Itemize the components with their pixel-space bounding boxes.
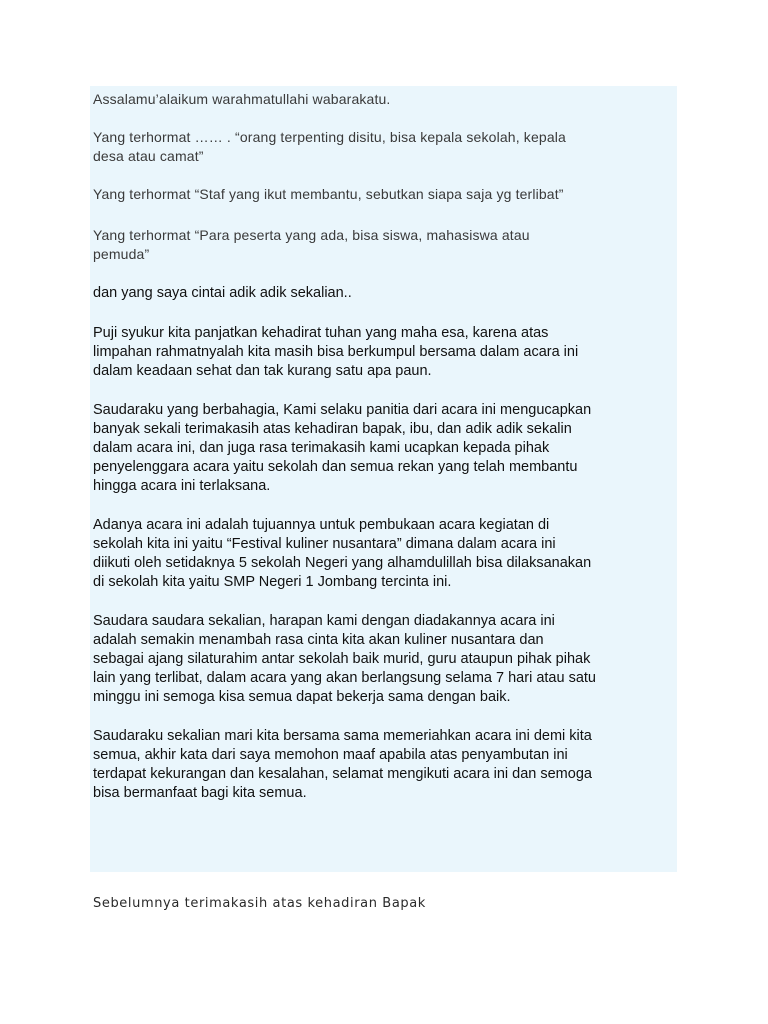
salutation-vip: Yang terhormat …… . “orang terpenting disitu, bisa kepala sekolah, kepala desa atau camat”: [93, 129, 566, 164]
salutation-participants: Yang terhormat “Para peserta yang ada, bisa siswa, mahasiswa atau pemuda”: [93, 227, 530, 262]
paragraph-hope: Saudara saudara sekalian, harapan kami dengan diadakannya acara ini adalah semakin menambah rasa cinta kita akan kuliner nusantara dan sebagai ajang silaturahim antar sekolah baik murid, guru ataupun pihak pihak lain yang terlibat, dalam acara yang akan berlangsung selama 7 hari atau satu minggu ini semoga kisa semua dapat bekerja sama dengan baik.: [93, 613, 596, 705]
salutation-students: dan yang saya cintai adik adik sekalian..: [93, 285, 352, 301]
speech-body: [93, 86, 677, 803]
greeting-line: Assalamu’alaikum warahmatullahi wabarakatu.: [93, 91, 391, 107]
paragraph-purpose: Adanya acara ini adalah tujuannya untuk pembukaan acara kegiatan di sekolah kita ini yaitu “Festival kuliner nusantara” dimana dalam acara ini diikuti oleh setidaknya 5 sekolah Negeri yang alhamdulillah bisa dilaksanakan di sekolah kita yaitu SMP Negeri 1 Jombang tercinta ini.: [93, 517, 592, 590]
salutation-staff: Yang terhormat “Staf yang ikut membantu, sebutkan siapa saja yg terlibat”: [93, 186, 564, 202]
paragraph-closing: Saudaraku sekalian mari kita bersama sama memeriahkan acara ini demi kita semua, akhir kata dari saya memohon maaf apabila atas penyambutan ini terdapat kekurangan dan kesalahan, selamat mengikuti acara ini dan semoga bisa bermanfaat bagi kita semua.: [93, 728, 592, 801]
paragraph-thanks: Saudaraku yang berbahagia, Kami selaku panitia dari acara ini mengucapkan banyak sekali terimakasih atas kehadiran bapak, ibu, dan adik adik sekalin dalam acara ini, dan juga rasa terimakasih kami ucapkan kepada pihak penyelenggara acara yaitu sekolah dan semua rekan yang telah membantu hingga acara ini terlaksana.: [93, 402, 592, 494]
paragraph-gratitude: Puji syukur kita panjatkan kehadirat tuhan yang maha esa, karena atas limpahan rahmatnyalah kita masih bisa berkumpul bersama dalam acara ini dalam keadaan sehat dan tak kurang satu apa paun.: [93, 325, 579, 379]
footer-text: Sebelumnya terimakasih atas kehadiran Bapak: [93, 896, 426, 911]
